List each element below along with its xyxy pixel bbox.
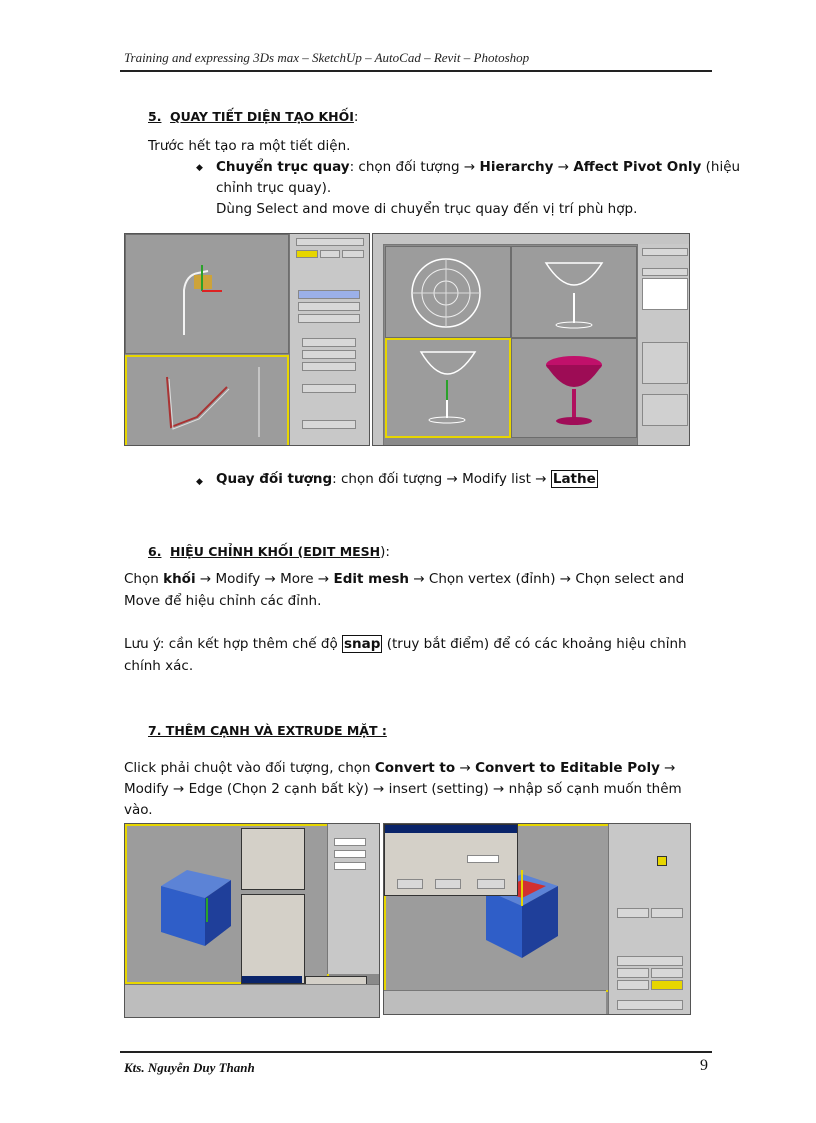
top-viewport [385, 246, 511, 338]
section6-number: 6. [148, 544, 162, 559]
center-to-object-button[interactable] [302, 338, 356, 347]
glass-perspective-view [512, 339, 636, 437]
s6-text-e: → Chọn vertex (đỉnh) → Chọn select and [409, 571, 685, 587]
align-buttons[interactable] [642, 394, 688, 426]
header-rule [120, 70, 712, 72]
section7-heading [148, 720, 387, 742]
bullet1-hierarchy: Hierarchy [479, 159, 554, 175]
panel-tabs[interactable] [642, 248, 688, 256]
page-header: Training and expressing 3Ds max – SketchUp – AutoCad – Revit – Photoshop [124, 50, 530, 65]
inset-amount-field[interactable] [467, 855, 499, 863]
modifier-list-dropdown[interactable] [642, 268, 688, 276]
section6-suffix: ): [380, 544, 390, 560]
glass-top-view [386, 247, 510, 337]
section6-title: HIỆU CHỈNH KHỐI (EDIT MESH [170, 544, 381, 559]
section7-line2: Modify → Edge (Chọn 2 cạnh bất kỳ) → insert (setting) → nhập số cạnh muốn thêm [124, 781, 682, 797]
s7-arrow-end: → [659, 760, 676, 776]
grow-button[interactable] [651, 908, 683, 918]
editable-poly-panel [608, 824, 691, 1014]
cancel-button[interactable] [477, 879, 505, 889]
s7-text-a: Click phải chuột vào đối tượng, chọn [124, 760, 375, 776]
reset-pivot-button[interactable] [302, 384, 356, 393]
section7-title: 7. THÊM CẠNH VÀ EXTRUDE MẶT : [148, 723, 387, 738]
extrude-button[interactable] [617, 968, 649, 978]
s7-convert-editable-poly: Convert to Editable Poly [475, 760, 660, 776]
section5-bullet2 [216, 469, 598, 490]
section5-heading [148, 106, 358, 128]
s6-text-a: Chọn [124, 571, 164, 587]
section6-line1 [124, 569, 712, 590]
timeline-slider[interactable] [125, 984, 379, 1018]
s6-text-c: → Modify → More → [195, 571, 334, 587]
bullet2-text: : chọn đối tượng → Modify list → [332, 471, 551, 487]
s6-edit-mesh: Edit mesh [333, 571, 410, 587]
bullet1-text-c: (hiệu [701, 159, 741, 175]
lathe-parameters[interactable] [642, 342, 688, 384]
affect-hierarchy-only-button[interactable] [298, 314, 360, 323]
ik-tab[interactable] [320, 250, 340, 258]
inset-settings-button[interactable] [651, 980, 683, 990]
s6-note-b: (truy bắt điểm) để có các khoảng hiệu chỉnh [382, 636, 687, 652]
profile-curve-perspective [127, 357, 287, 445]
bullet1-text-a: : chọn đối tượng → [349, 159, 480, 175]
perspective-viewport-2 [511, 338, 637, 438]
s7-convert-to: Convert to [374, 760, 456, 776]
pivot-tab[interactable] [296, 250, 318, 258]
bullet-icon: ◆ [196, 477, 203, 487]
polygon-mode-icon[interactable] [657, 856, 667, 866]
quad-menu-transform[interactable] [241, 894, 305, 984]
align-to-world-button[interactable] [302, 362, 356, 371]
section5-bullet1-line3: Dùng Select and move di chuyển trục quay đến vị trí phù hợp. [216, 201, 638, 217]
front-viewport-2 [511, 246, 637, 338]
align-to-object-button[interactable] [302, 350, 356, 359]
s7-arrow: → [455, 760, 476, 776]
s6-khoi: khối [163, 571, 196, 587]
bullet1-affect-pivot: Affect Pivot Only [573, 159, 702, 175]
insert-vertex-button[interactable] [617, 956, 683, 966]
quad-menu-display[interactable] [241, 828, 305, 890]
section6-heading [148, 541, 390, 563]
section6-line2: Move để hiệu chỉnh các đỉnh. [124, 593, 322, 609]
bullet1-term: Chuyển trục quay [216, 159, 350, 175]
outline-button[interactable] [651, 968, 683, 978]
modifier-stack[interactable] [642, 278, 688, 310]
snap-keyword: snap [344, 636, 381, 652]
screenshot-lathe [372, 233, 690, 446]
dialog-titlebar [385, 825, 517, 833]
screenshot-inset-polygon [383, 823, 691, 1015]
section5-colon: : [353, 109, 359, 125]
modify-panel [637, 244, 690, 445]
bullet2-term: Quay đối tượng [216, 471, 333, 487]
screenshot-affect-pivot [124, 233, 370, 446]
page-number: 9 [700, 1057, 708, 1074]
timeline-slider-2[interactable] [384, 990, 606, 1015]
front-viewport [125, 234, 289, 354]
section5-number: 5. [148, 109, 162, 124]
s6-note-a: Lưu ý: cần kết hợp thêm chế độ [124, 636, 342, 652]
width-field[interactable] [334, 850, 366, 858]
shrink-button[interactable] [617, 908, 649, 918]
dont-affect-children-button[interactable] [302, 420, 356, 429]
section5-title: QUAY TIẾT DIỆN TẠO KHỐI [170, 109, 354, 124]
section6-note-line2: chính xác. [124, 658, 194, 674]
affect-object-only-button[interactable] [298, 302, 360, 311]
bevel-button[interactable] [617, 980, 649, 990]
link-info-tab[interactable] [342, 250, 364, 258]
left-viewport [385, 338, 511, 438]
footer-author: Kts. Nguyễn Duy Thanh [124, 1060, 255, 1075]
side-toolbar[interactable] [373, 244, 384, 446]
parameters-panel [327, 824, 380, 974]
section5-bullet1-line1 [216, 157, 740, 178]
section7-line3: vào. [124, 802, 153, 818]
bullet1-text-b: → [553, 159, 574, 175]
section5-intro: Trước hết tạo ra một tiết diện. [148, 138, 351, 154]
section7-line1 [124, 758, 712, 779]
panel-toolbar[interactable] [296, 238, 364, 246]
footer-rule [120, 1051, 712, 1053]
convert-to-menu-item[interactable] [242, 976, 302, 983]
glass-left-view [387, 340, 509, 436]
bullet-icon: ◆ [196, 163, 203, 173]
lathe-keyword: Lathe [552, 471, 596, 487]
section6-note [124, 634, 687, 655]
length-field[interactable] [334, 838, 366, 846]
affect-pivot-only-button[interactable] [298, 290, 360, 299]
ok-button[interactable] [435, 879, 461, 889]
profile-curve-front [126, 235, 288, 353]
screenshot-convert-menu [124, 823, 380, 1018]
inset-polygons-dialog [384, 824, 518, 896]
hinge-from-edge-button[interactable] [617, 1000, 683, 1010]
hierarchy-panel [289, 234, 370, 445]
perspective-viewport [125, 355, 289, 446]
apply-button[interactable] [397, 879, 423, 889]
height-field[interactable] [334, 862, 366, 870]
glass-front-view [512, 247, 636, 337]
section5-bullet1-line2: chỉnh trục quay). [216, 180, 332, 196]
